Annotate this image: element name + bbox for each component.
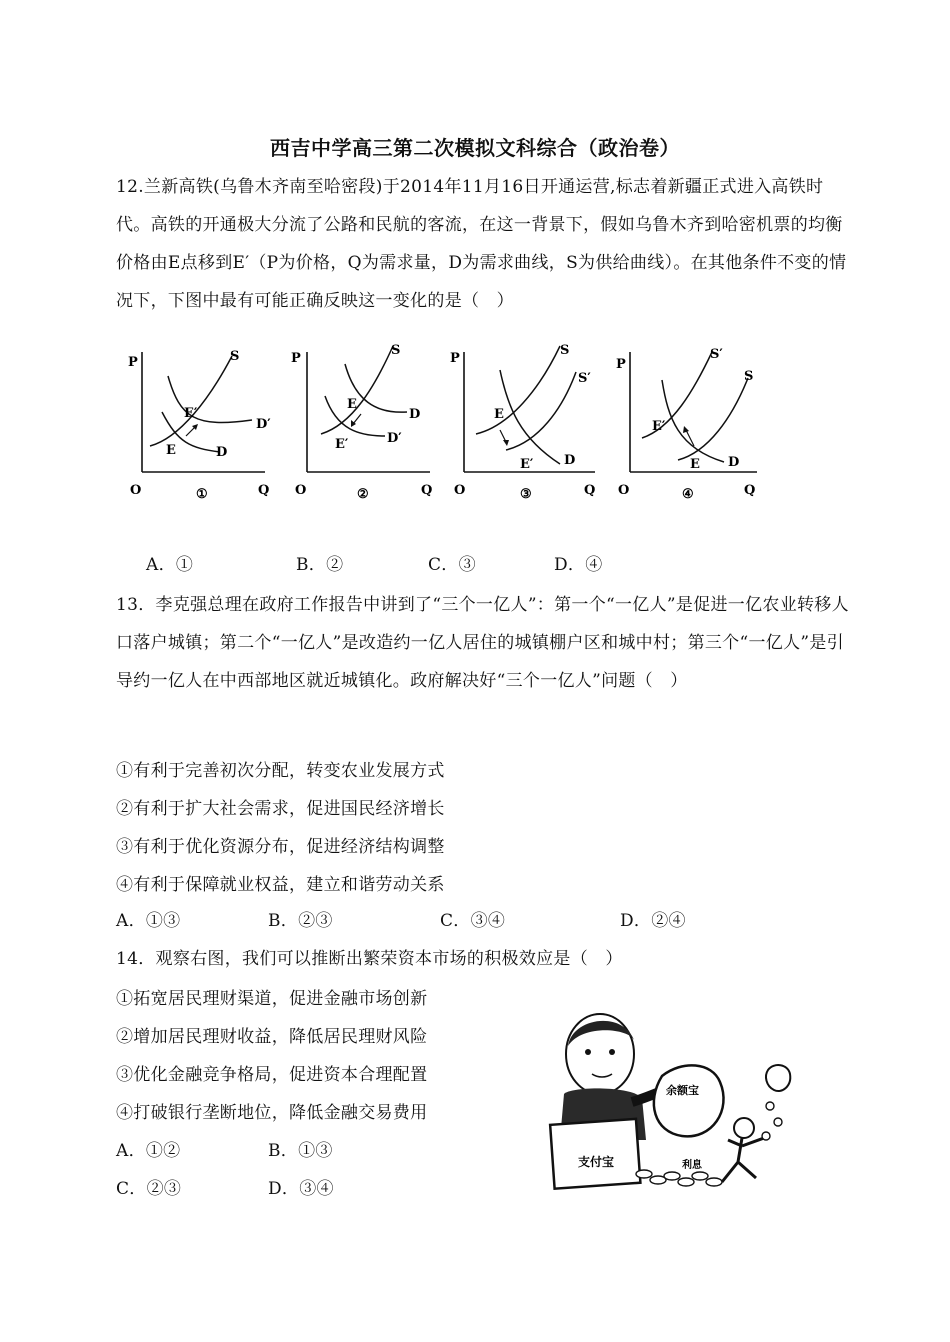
graph-2-s-label: S xyxy=(391,343,401,358)
graph-3-number: ③ xyxy=(520,487,532,502)
graph-1-p-label: P xyxy=(128,355,138,370)
q12-option-a: A．① xyxy=(146,555,194,575)
cartoon-illustration xyxy=(542,1010,822,1199)
graph-2-e-label: E xyxy=(347,397,357,412)
graph-2-d-label: D xyxy=(409,407,421,422)
graph-1-d2-label: D′ xyxy=(256,417,271,432)
q14-text: 14．观察右图，我们可以推断出繁荣资本市场的积极效应是（ ） xyxy=(116,949,623,969)
q14-option-b: B．①③ xyxy=(268,1141,333,1161)
graph-4 xyxy=(612,338,772,512)
q13-option-a: A．①③ xyxy=(116,911,181,931)
graph-3-d-label: D xyxy=(564,453,576,468)
q12-text: 12.兰新高铁(乌鲁木齐南至哈密段)于2014年11月16日开通运营,标志着新疆正式进入高铁时代。高铁的开通极大分流了公路和民航的客流，在这一背景下，假如乌鲁木齐到哈密机票的均衡价格由E点移到E′（P为价格，Q为需求量，D为需求曲线，S为供给曲线）。在其他条件不变的情况下，下图中最有可能正确反映这一变化的是（ ） xyxy=(116,177,847,311)
q12-option-c: C．③ xyxy=(428,555,476,575)
graph-3 xyxy=(450,338,610,522)
graph-4-s-label: S xyxy=(744,369,754,384)
graph-3-p-label: P xyxy=(450,351,460,366)
q13-item-2: ②有利于扩大社会需求，促进国民经济增长 xyxy=(116,799,445,819)
graph-4-number: ④ xyxy=(682,487,694,502)
graph-2 xyxy=(285,338,445,512)
cartoon-coins-label: 利息 xyxy=(682,1160,702,1171)
graph-1-number: ① xyxy=(196,487,208,502)
graph-3-o-label: O xyxy=(454,483,466,498)
q14-item-2: ②增加居民理财收益，降低居民理财风险 xyxy=(116,1027,428,1047)
q13-option-c: C．③④ xyxy=(440,911,506,931)
graph-2-q-label: Q xyxy=(421,483,433,498)
graph-1-e2-label: E′ xyxy=(184,406,198,421)
graph-3-s-label: S xyxy=(560,343,570,358)
q12-option-b: B．② xyxy=(296,555,344,575)
graph-3-e-label: E xyxy=(494,407,504,422)
graph-2-o-label: O xyxy=(295,483,307,498)
cartoon-box-label: 支付宝 xyxy=(578,1155,615,1169)
graph-4-e2-label: E′ xyxy=(652,419,666,434)
graph-3-s2-label: S′ xyxy=(578,371,591,386)
graph-2-e2-label: E′ xyxy=(335,437,349,452)
q14-option-d: D．③④ xyxy=(268,1179,334,1199)
graph-4-o-label: O xyxy=(618,483,630,498)
q14-item-3: ③优化金融竞争格局，促进资本合理配置 xyxy=(116,1065,428,1085)
graph-4-p-label: P xyxy=(616,357,626,372)
q13-text: 13．李克强总理在政府工作报告中讲到了“三个一亿人”：第一个“一亿人”是促进一亿农业转移人口落户城镇；第二个“一亿人”是改造约一亿人居住的城镇棚户区和城中村；第三个“一亿人”是引导约一亿人在中西部地区就近城镇化。政府解决好“三个一亿人”问题（ ） xyxy=(116,595,849,691)
cartoon-bag-label: 余额宝 xyxy=(666,1084,699,1097)
q14-option-c: C．②③ xyxy=(116,1179,182,1199)
graph-4-d-label: D xyxy=(728,455,740,470)
graph-1-s-label: S xyxy=(230,349,240,364)
graph-2-d2-label: D′ xyxy=(387,431,402,446)
q13-item-4: ④有利于保障就业权益，建立和谐劳动关系 xyxy=(116,875,445,895)
q14-option-a: A．①② xyxy=(116,1141,181,1161)
q14-item-4: ④打破银行垄断地位，降低金融交易费用 xyxy=(116,1103,428,1123)
q12-option-d: D．④ xyxy=(554,555,603,575)
graph-4-s2-label: S′ xyxy=(710,347,723,362)
q14-item-1: ①拓宽居民理财渠道，促进金融市场创新 xyxy=(116,989,428,1009)
q13-option-d: D．②④ xyxy=(620,911,686,931)
graph-4-e-label: E xyxy=(690,457,700,472)
graph-2-p-label: P xyxy=(291,351,301,366)
graph-1-d-label: D xyxy=(216,445,228,460)
graph-1 xyxy=(120,338,280,512)
graph-3-e2-label: E′ xyxy=(520,457,534,472)
q13-item-3: ③有利于优化资源分布，促进经济结构调整 xyxy=(116,837,445,857)
graph-2-number: ② xyxy=(357,487,369,502)
graph-1-e-label: E xyxy=(166,443,176,458)
page-title: 西吉中学高三第二次模拟文科综合（政治卷） xyxy=(270,136,680,160)
graph-4-q-label: Q xyxy=(744,483,756,498)
q13-item-1: ①有利于完善初次分配，转变农业发展方式 xyxy=(116,761,445,781)
graph-1-o-label: O xyxy=(130,483,142,498)
graph-3-q-label: Q xyxy=(584,483,596,498)
graph-1-q-label: Q xyxy=(258,483,270,498)
q13-option-b: B．②③ xyxy=(268,911,333,931)
